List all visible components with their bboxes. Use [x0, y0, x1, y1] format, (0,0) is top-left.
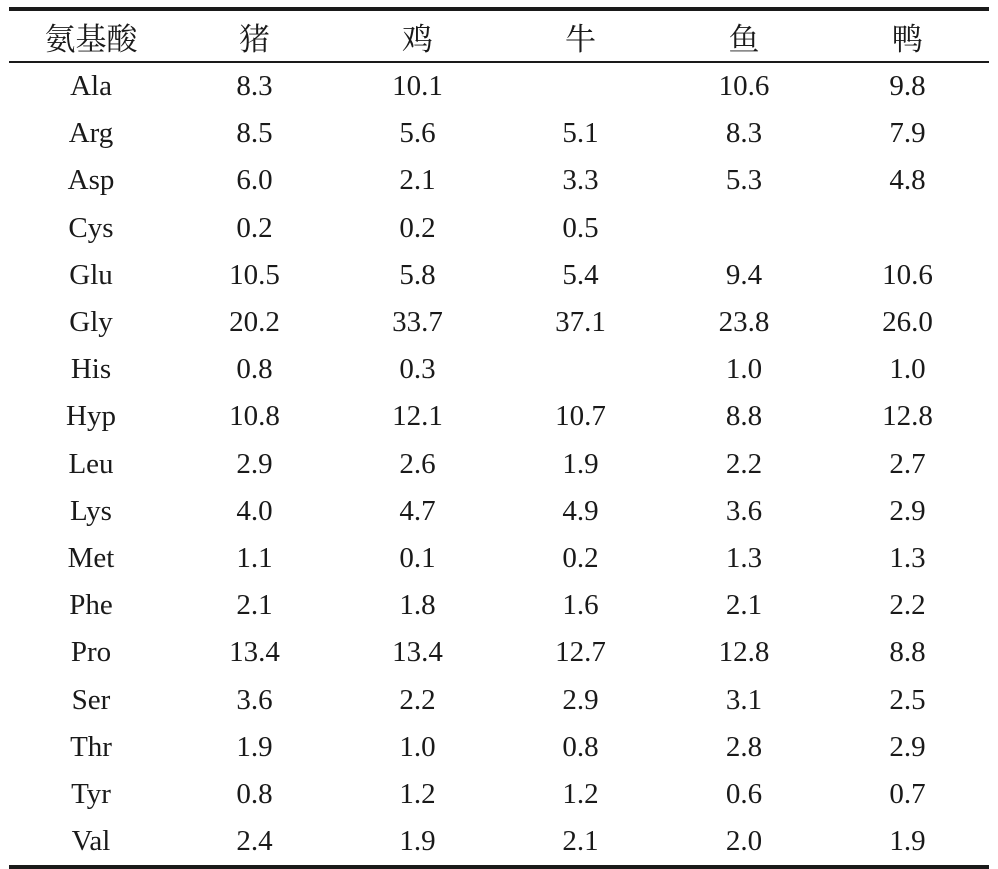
cell-chicken: 0.2 — [399, 211, 436, 244]
table-row — [9, 346, 989, 393]
cell-cattle: 1.2 — [562, 777, 599, 810]
cell-cattle: 0.2 — [562, 541, 599, 574]
cell-chicken: 4.7 — [399, 494, 436, 527]
header-amino-acid: 氨基酸 — [44, 21, 138, 57]
cell-chicken: 1.9 — [399, 825, 436, 858]
table-row — [9, 771, 989, 818]
cell-chicken: 5.6 — [399, 117, 436, 150]
cell-chicken: 1.2 — [399, 777, 436, 810]
cell-duck: 9.8 — [889, 70, 926, 103]
cell-cattle: 10.7 — [555, 400, 606, 433]
cell-chicken: 2.6 — [399, 447, 436, 480]
cell-cattle: 1.9 — [562, 447, 599, 480]
cell-cattle: 0.8 — [562, 730, 599, 763]
cell-fish: 1.3 — [725, 541, 763, 574]
cell-duck: 1.9 — [889, 825, 926, 858]
table-row — [9, 110, 989, 157]
cell-pig: 10.8 — [229, 400, 280, 433]
cell-cattle: 5.1 — [562, 117, 599, 150]
cell-pig: 3.6 — [236, 683, 273, 716]
cell-amino-acid: Ala — [70, 70, 112, 103]
cell-amino-acid: Glu — [69, 258, 113, 291]
cell-fish: 3.1 — [725, 683, 763, 716]
cell-amino-acid: Lys — [70, 494, 112, 527]
cell-duck — [826, 205, 989, 252]
cell-fish: 8.3 — [725, 117, 763, 150]
cell-pig: 13.4 — [229, 636, 280, 669]
header-fish: 鱼 — [728, 21, 760, 57]
header-chicken: 鸡 — [402, 21, 433, 57]
cell-fish: 23.8 — [718, 306, 770, 339]
cell-fish: 0.6 — [725, 777, 763, 810]
cell-pig: 0.2 — [236, 211, 273, 244]
table-row — [9, 818, 989, 867]
amino-acid-composition-table — [9, 7, 989, 869]
cell-fish: 2.8 — [725, 730, 763, 763]
cell-pig: 1.9 — [236, 730, 273, 763]
cell-duck: 1.0 — [889, 353, 926, 386]
cell-pig: 20.2 — [229, 306, 280, 339]
amino-acid-table-container — [9, 7, 989, 869]
cell-cattle: 37.1 — [555, 306, 606, 339]
cell-duck: 10.6 — [882, 258, 933, 291]
cell-pig: 2.4 — [236, 825, 273, 858]
table-header-row — [9, 9, 989, 62]
cell-amino-acid: Cys — [68, 211, 114, 244]
cell-cattle — [499, 346, 662, 393]
cell-fish: 3.6 — [725, 494, 763, 527]
header-pig: 猪 — [239, 21, 270, 57]
cell-amino-acid: Tyr — [71, 777, 111, 810]
cell-fish: 5.3 — [725, 164, 763, 197]
cell-chicken: 2.1 — [399, 164, 436, 197]
cell-pig: 6.0 — [236, 164, 273, 197]
table-row — [9, 441, 989, 488]
cell-fish: 12.8 — [718, 636, 770, 669]
table-row — [9, 62, 989, 110]
cell-chicken: 1.0 — [399, 730, 436, 763]
cell-cattle: 2.9 — [562, 683, 599, 716]
cell-pig: 0.8 — [236, 777, 273, 810]
cell-amino-acid: Pro — [70, 636, 112, 669]
cell-pig: 10.5 — [229, 258, 280, 291]
table-row — [9, 205, 989, 252]
cell-duck: 1.3 — [889, 541, 926, 574]
table-row — [9, 535, 989, 582]
cell-amino-acid: Asp — [67, 164, 115, 197]
cell-duck: 2.9 — [889, 494, 926, 527]
table-row — [9, 157, 989, 204]
cell-pig: 2.9 — [236, 447, 273, 480]
cell-chicken: 10.1 — [392, 70, 443, 103]
header-cattle: 牛 — [565, 21, 596, 57]
cell-pig: 1.1 — [236, 541, 273, 574]
cell-chicken: 12.1 — [392, 400, 443, 433]
table-row — [9, 629, 989, 676]
table-row — [9, 299, 989, 346]
cell-pig: 8.5 — [236, 117, 273, 150]
cell-pig: 2.1 — [236, 589, 273, 622]
cell-fish: 1.0 — [725, 353, 763, 386]
cell-amino-acid: Thr — [70, 730, 112, 763]
cell-fish: 2.0 — [725, 825, 763, 858]
cell-amino-acid: Leu — [68, 447, 114, 480]
cell-fish: 2.2 — [725, 447, 763, 480]
cell-duck: 2.7 — [889, 447, 926, 480]
cell-fish — [662, 205, 826, 252]
table-row — [9, 582, 989, 629]
cell-chicken: 13.4 — [392, 636, 443, 669]
cell-duck: 12.8 — [882, 400, 933, 433]
cell-duck: 7.9 — [889, 117, 926, 150]
cell-duck: 2.5 — [889, 683, 926, 716]
cell-chicken: 2.2 — [399, 683, 436, 716]
cell-amino-acid: Met — [67, 541, 115, 574]
table-body — [9, 62, 989, 867]
cell-fish: 9.4 — [725, 258, 763, 291]
cell-fish: 10.6 — [718, 70, 770, 103]
cell-duck: 8.8 — [889, 636, 926, 669]
cell-cattle: 4.9 — [562, 494, 599, 527]
cell-cattle: 5.4 — [562, 258, 599, 291]
cell-duck: 4.8 — [889, 164, 926, 197]
cell-amino-acid: Gly — [69, 306, 113, 339]
cell-amino-acid: Arg — [68, 117, 114, 150]
cell-cattle: 12.7 — [555, 636, 606, 669]
cell-cattle: 0.5 — [562, 211, 599, 244]
cell-chicken: 5.8 — [399, 258, 436, 291]
cell-amino-acid: Val — [71, 825, 111, 858]
table-row — [9, 488, 989, 535]
cell-duck: 2.2 — [889, 589, 926, 622]
cell-duck: 0.7 — [889, 777, 926, 810]
cell-chicken: 0.3 — [399, 353, 436, 386]
cell-pig: 4.0 — [236, 494, 273, 527]
cell-amino-acid: Hyp — [66, 400, 116, 433]
cell-fish: 2.1 — [725, 589, 763, 622]
cell-fish: 8.8 — [725, 400, 763, 433]
cell-chicken: 1.8 — [399, 589, 436, 622]
cell-cattle — [499, 62, 662, 110]
cell-pig: 8.3 — [236, 70, 273, 103]
cell-pig: 0.8 — [236, 353, 273, 386]
cell-cattle: 1.6 — [562, 589, 599, 622]
cell-chicken: 0.1 — [399, 541, 436, 574]
table-row — [9, 724, 989, 771]
cell-amino-acid: Phe — [69, 589, 113, 622]
table-row — [9, 252, 989, 299]
table-row — [9, 393, 989, 440]
cell-cattle: 3.3 — [562, 164, 599, 197]
cell-chicken: 33.7 — [392, 306, 443, 339]
table-row — [9, 676, 989, 723]
cell-duck: 2.9 — [889, 730, 926, 763]
header-duck: 鸭 — [892, 21, 923, 57]
cell-cattle: 2.1 — [562, 825, 599, 858]
cell-amino-acid: Ser — [71, 683, 111, 716]
cell-amino-acid: His — [70, 353, 112, 386]
cell-duck: 26.0 — [882, 306, 933, 339]
